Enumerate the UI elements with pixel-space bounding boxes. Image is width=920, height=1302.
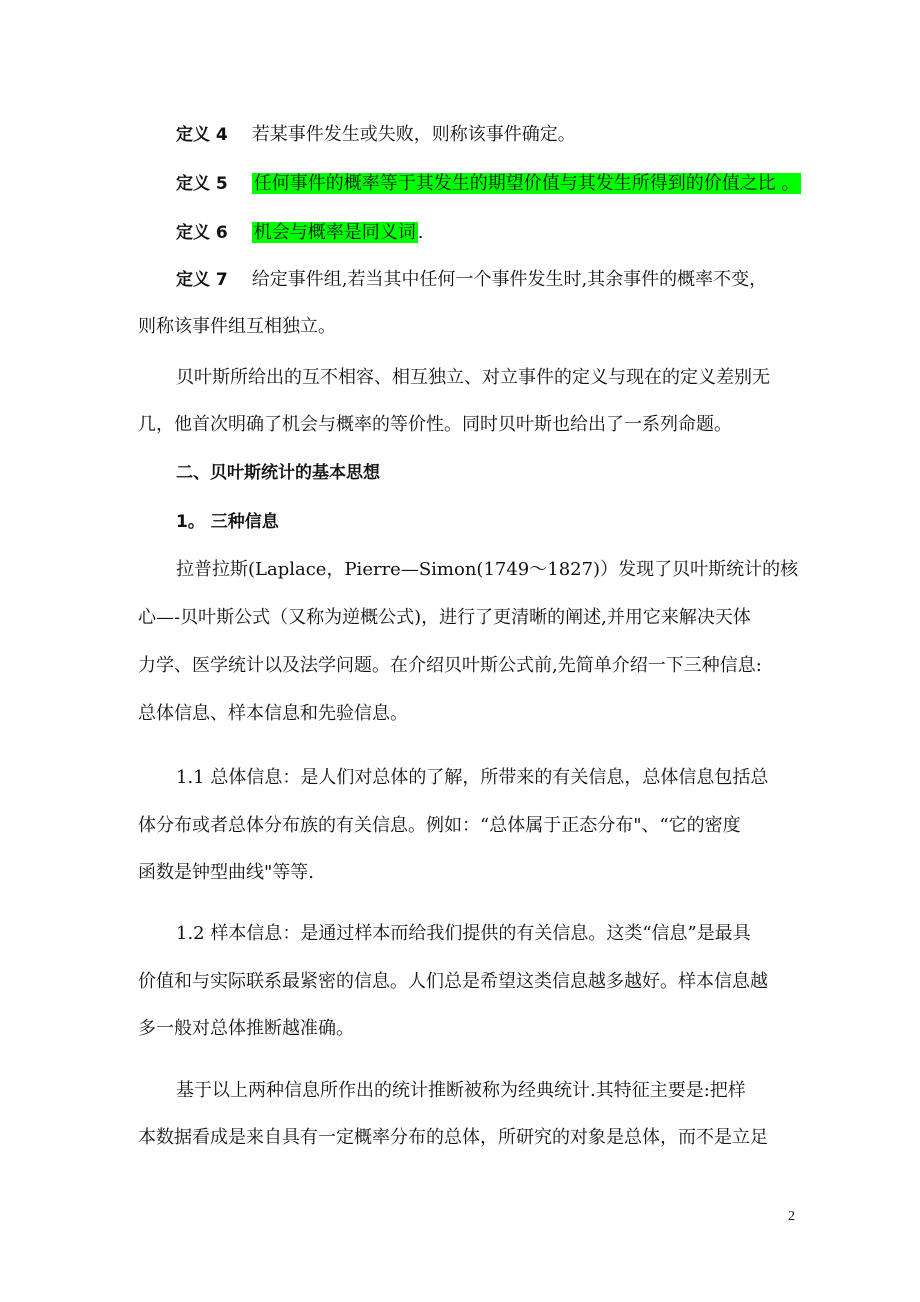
paragraph-line: 基于以上两种信息所作出的统计推断被称为经典统计.其特征主要是:把样 [176, 1080, 746, 1101]
paragraph-line: 1.1 总体信息：是人们对总体的了解，所带来的有关信息，总体信息包括总 [176, 767, 769, 788]
paragraph-line: 贝叶斯所给出的互不相容、相互独立、对立事件的定义与现在的定义差别无 [176, 367, 770, 388]
paragraph-line: 函数是钟型曲线"等等. [138, 862, 315, 883]
definition-text-highlighted: 任何事件的概率等于其发生的期望价值与其发生所得到的价值之比 。 [253, 173, 800, 194]
definition-label: 定义 7 [176, 270, 228, 290]
definition-5 [176, 170, 826, 198]
paragraph-line: 心—-贝叶斯公式（又称为逆概公式)，进行了更清晰的阐述,并用它来解决天体 [138, 607, 751, 628]
page-number: 2 [788, 1209, 795, 1224]
definition-label: 定义 5 [176, 174, 228, 194]
definition-6 [176, 219, 826, 247]
definition-trailing-period: . [417, 222, 424, 243]
paragraph-line: 多一般对总体推断越准确。 [138, 1018, 354, 1039]
subsection-heading: 1。 三种信息 [176, 512, 279, 532]
paragraph-line: 总体信息、样本信息和先验信息。 [138, 703, 408, 724]
paragraph-line: 1.2 样本信息：是通过样本而给我们提供的有关信息。这类“信息”是最具 [176, 923, 751, 944]
definition-text-highlighted: 机会与概率是同义词 [253, 222, 416, 243]
definition-7 [176, 266, 826, 294]
paragraph-line: 本数据看成是来自具有一定概率分布的总体，所研究的对象是总体，而不是立足 [138, 1127, 768, 1148]
paragraph-line: 拉普拉斯(Laplace，Pierre—Simon(1749～1827)）发现了贝叶斯统计的核 [176, 559, 799, 580]
definition-label: 定义 6 [176, 223, 228, 243]
definition-7-continuation: 则称该事件组互相独立。 [138, 316, 336, 337]
definition-text: 若某事件发生或失败，则称该事件确定。 [251, 124, 576, 145]
paragraph-line: 几，他首次明确了机会与概率的等价性。同时贝叶斯也给出了一系列命题。 [138, 414, 732, 435]
definition-label: 定义 4 [176, 125, 228, 145]
definition-4 [176, 121, 826, 149]
paragraph-line: 价值和与实际联系最紧密的信息。人们总是希望这类信息越多越好。样本信息越 [138, 971, 768, 992]
paragraph-line: 力学、医学统计以及法学问题。在介绍贝叶斯公式前,先简单介绍一下三种信息: [138, 655, 762, 676]
definition-text: 给定事件组,若当其中任何一个事件发生时,其余事件的概率不变， [251, 269, 768, 290]
section-heading: 二、贝叶斯统计的基本思想 [176, 463, 380, 483]
paragraph-line: 体分布或者总体分布族的有关信息。例如：“总体属于正态分布"、“它的密度 [138, 815, 741, 836]
